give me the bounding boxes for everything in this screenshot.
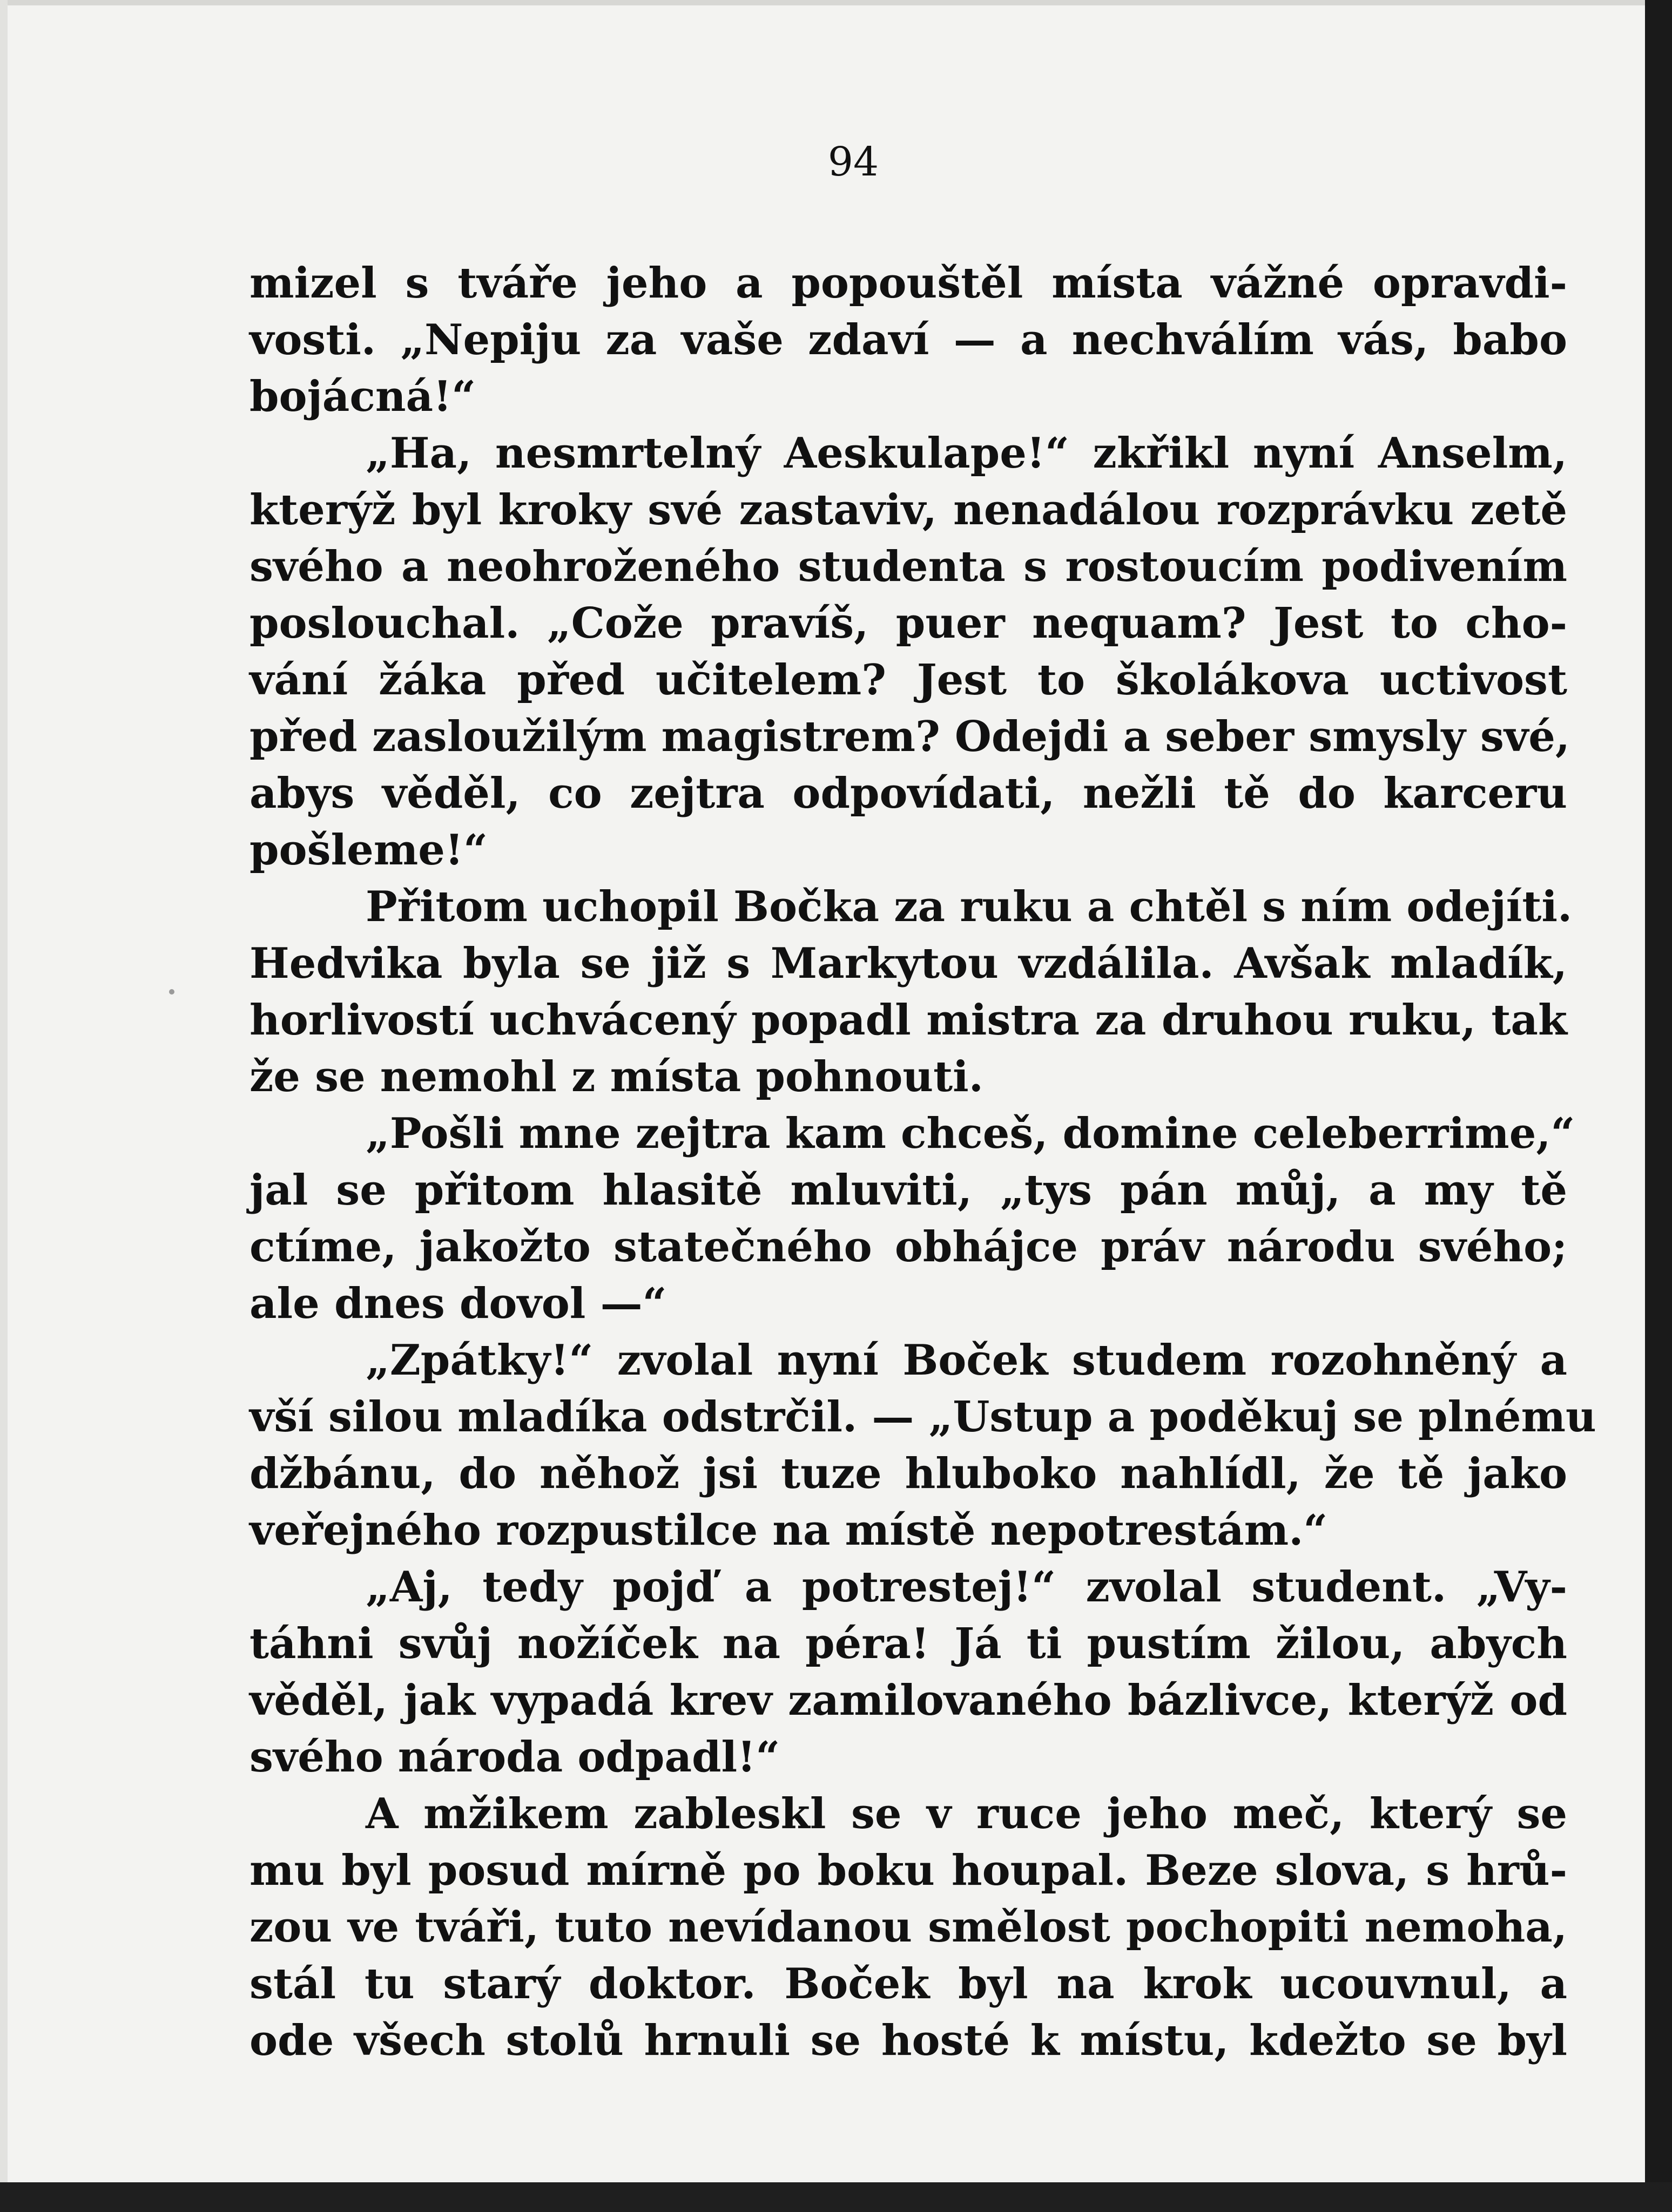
text-line: A mžikem zableskl se v ruce jeho meč, který se bbox=[366, 1789, 1567, 1838]
scan-edge-left bbox=[0, 0, 8, 2212]
text-line: horlivostí uchvácený popadl mistra za druhou ruku, tak bbox=[250, 996, 1567, 1045]
text-line: bojácná!“ bbox=[250, 372, 476, 421]
text-line: džbánu, do něhož jsi tuze hluboko nahlídl, že tě jako bbox=[250, 1449, 1567, 1498]
text-line: poslouchal. „Cože pravíš, puer nequam? Jest to cho- bbox=[250, 599, 1567, 648]
text-line: vosti. „Nepiju za vaše zdaví — a nechválím vás, babo bbox=[250, 315, 1567, 364]
text-line: „Aj, tedy pojď a potrestej!“ zvolal student. „Vy- bbox=[366, 1562, 1567, 1612]
paragraph bbox=[250, 1105, 1575, 1332]
text-line: svého a neohroženého studenta s rostoucím podivením bbox=[250, 542, 1567, 591]
text-line: mizel s tváře jeho a popouštěl místa vážné opravdi- bbox=[250, 259, 1567, 308]
text-line: abys věděl, co zejtra odpovídati, nežli tě do karceru bbox=[250, 769, 1567, 818]
text-line: před zasloužilým magistrem? Odejdi a seber smysly své, bbox=[250, 712, 1570, 761]
paragraph bbox=[250, 1785, 1567, 2069]
text-line: svého národa odpadl!“ bbox=[250, 1733, 780, 1782]
paragraph bbox=[250, 255, 1567, 425]
text-line: věděl, jak vypadá krev zamilovaného bázlivce, kterýž od bbox=[250, 1676, 1567, 1725]
page-number: 94 bbox=[827, 139, 879, 185]
scan-edge-bottom bbox=[0, 2182, 1672, 2212]
text-line: pošleme!“ bbox=[250, 826, 488, 875]
text-line: vání žáka před učitelem? Jest to školákova uctivost bbox=[250, 655, 1567, 705]
text-line: „Zpátky!“ zvolal nyní Boček studem rozohněný a bbox=[366, 1336, 1567, 1385]
text-line: ale dnes dovol —“ bbox=[250, 1279, 667, 1328]
text-line: zou ve tváři, tuto nevídanou smělost pochopiti nemoha, bbox=[250, 1903, 1567, 1952]
text-line: kterýž byl kroky své zastaviv, nenadálou rozprávku zetě bbox=[250, 485, 1567, 535]
paragraph bbox=[250, 1332, 1596, 1559]
paragraph bbox=[250, 425, 1570, 878]
text-line: mu byl posud mírně po boku houpal. Beze slova, s hrů- bbox=[250, 1846, 1567, 1895]
ink-speck bbox=[169, 989, 174, 995]
text-line: stál tu starý doktor. Boček byl na krok ucouvnul, a bbox=[250, 1959, 1567, 2008]
scan-edge-right bbox=[1645, 0, 1672, 2212]
text-line: Přitom uchopil Bočka za ruku a chtěl s ním odejíti. bbox=[366, 882, 1573, 931]
paragraph bbox=[250, 1559, 1567, 1785]
text-line: ctíme, jakožto statečného obhájce práv národu svého; bbox=[250, 1222, 1567, 1271]
text-line: že se nemohl z místa pohnouti. bbox=[250, 1052, 983, 1101]
text-line: vší silou mladíka odstrčil. — „Ustup a poděkuj se plnému bbox=[250, 1392, 1596, 1442]
text-line: „Pošli mne zejtra kam chceš, domine celeberrime,“ bbox=[366, 1109, 1575, 1158]
text-line: „Ha, nesmrtelný Aeskulape!“ zkřikl nyní Anselm, bbox=[366, 429, 1567, 478]
paragraph bbox=[250, 878, 1573, 1105]
text-line: táhni svůj nožíček na péra! Já ti pustím žilou, abych bbox=[250, 1619, 1567, 1668]
text-line: ode všech stolů hrnuli se hosté k místu, kdežto se byl bbox=[250, 2016, 1567, 2065]
text-body bbox=[250, 255, 1596, 2069]
text-line: jal se přitom hlasitě mluviti, „tys pán můj, a my tě bbox=[250, 1166, 1567, 1215]
scan-edge-top bbox=[0, 0, 1672, 5]
text-line: veřejného rozpustilce na místě nepotrestám.“ bbox=[250, 1506, 1328, 1555]
text-line: Hedvika byla se již s Markytou vzdálila. Avšak mladík, bbox=[250, 939, 1567, 988]
